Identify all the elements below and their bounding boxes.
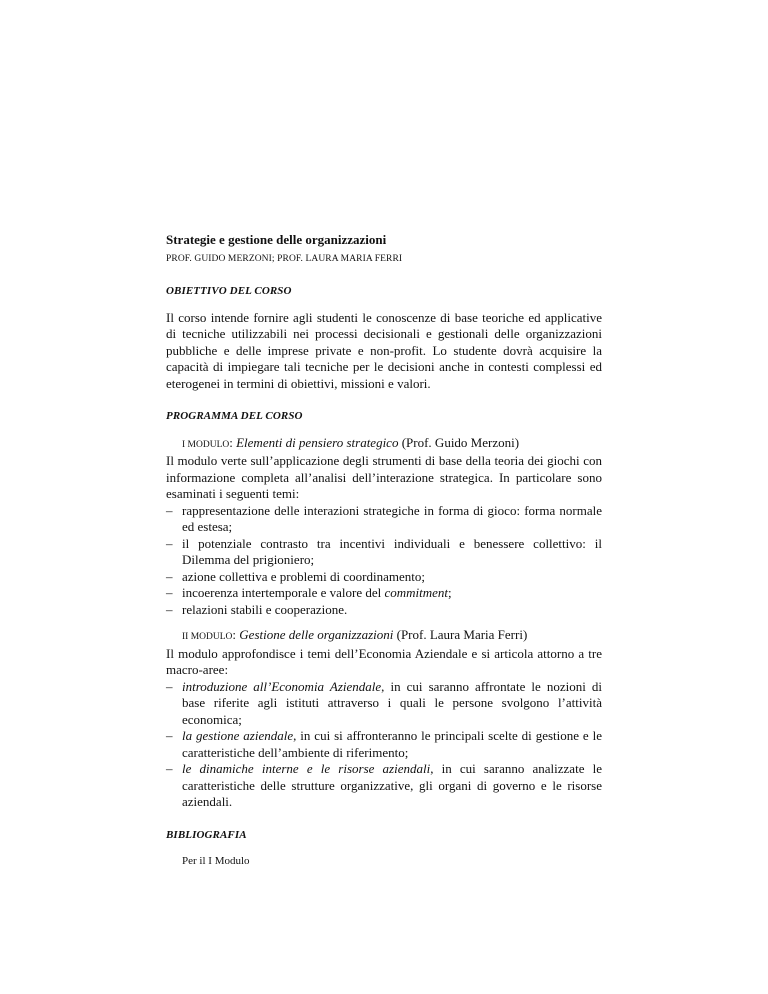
module2-title: Gestione delle organizzazioni: [239, 627, 394, 642]
objective-heading: OBIETTIVO DEL CORSO: [166, 285, 292, 297]
module1-title: Elementi di pensiero strategico: [236, 434, 399, 450]
module2-heading: II MODULO: Gestione delle organizzazioni (Prof. Laura Maria Ferri): [182, 627, 528, 642]
module1-intro: Il modulo verte sull’applicazione degli strumenti di base della teoria dei giochi con informazione completa all’analisi dell’interazione strategica. In particolare sono esaminati i seguenti temi:: [166, 453, 602, 501]
module1-teacher: (Prof. Guido Merzoni): [401, 434, 520, 450]
list-item: – il potenziale contrasto tra incentivi individuali e benessere collettivo: il Dilemma del prigioniero;: [166, 536, 602, 569]
program-heading: PROGRAMMA DEL CORSO: [166, 410, 303, 422]
document-page: [166, 232, 602, 870]
list-item: – rappresentazione delle interazioni strategiche in forma di gioco: forma normale ed estesa;: [166, 503, 602, 536]
module2-topics: [166, 679, 602, 811]
list-item-suffix: ;: [448, 585, 452, 600]
list-item: [166, 761, 602, 811]
list-item-emphasis: commitment: [384, 585, 449, 600]
list-item-emphasis: le dinamiche interne e le risorse aziendali: [182, 761, 431, 776]
list-item: – relazioni stabili e cooperazione.: [166, 602, 602, 619]
list-item: [166, 585, 602, 602]
bibliography-heading: BIBLIOGRAFIA: [166, 828, 247, 841]
module2-label: II MODULO: [182, 632, 233, 642]
bibliography-subheading: Per il I Modulo: [182, 855, 250, 867]
module2-teacher: (Prof. Laura Maria Ferri): [396, 627, 528, 642]
list-item-emphasis: introduzione all’Economia Aziendale: [182, 678, 382, 694]
list-item: [166, 728, 602, 761]
list-item-emphasis: la gestione aziendale: [182, 728, 294, 743]
module1-label: I MODULO: [182, 439, 230, 450]
list-item: – azione collettiva e problemi di coordinamento;: [166, 569, 602, 586]
module1-heading: I MODULO: Elementi di pensiero strategico (Prof. Guido Merzoni): [182, 434, 520, 450]
list-item-text: incoerenza intertemporale e valore del: [182, 585, 385, 600]
objective-text: Il corso intende fornire agli studenti le conoscenze di base teoriche ed applicative di tecniche utilizzabili nei processi decisionali e gestionali delle organizzazioni pubbliche e delle imprese private e non-profit. Lo studente dovrà acquisire la capacità di impiegare tali tecniche per le decisioni anche in contesti complessi ed eterogenei in termini di obiettivi, missioni e valori.: [166, 309, 602, 391]
course-authors: PROF. GUIDO MERZONI; PROF. LAURA MARIA FERRI: [166, 253, 403, 264]
course-title: Strategie e gestione delle organizzazioni: [166, 232, 387, 247]
list-item-text: , in cui saranno analizzate le caratteristiche delle strutture organizzative, gli organi di governo e le risorse aziendali.: [182, 761, 602, 809]
module1-topics: [166, 503, 602, 619]
list-item: [166, 679, 602, 729]
module2-intro: Il modulo approfondisce i temi dell’Economia Aziendale e si articola attorno a tre macro-aree:: [166, 645, 602, 677]
list-item-text: , in cui si affronteranno le principali scelte di gestione e le caratteristiche dell’ambiente di riferimento;: [182, 728, 603, 760]
list-item-text: , in cui saranno affrontate le nozioni di base riferite agli istituti attraverso i quali le persone svolgono l’attività economica;: [182, 678, 602, 727]
